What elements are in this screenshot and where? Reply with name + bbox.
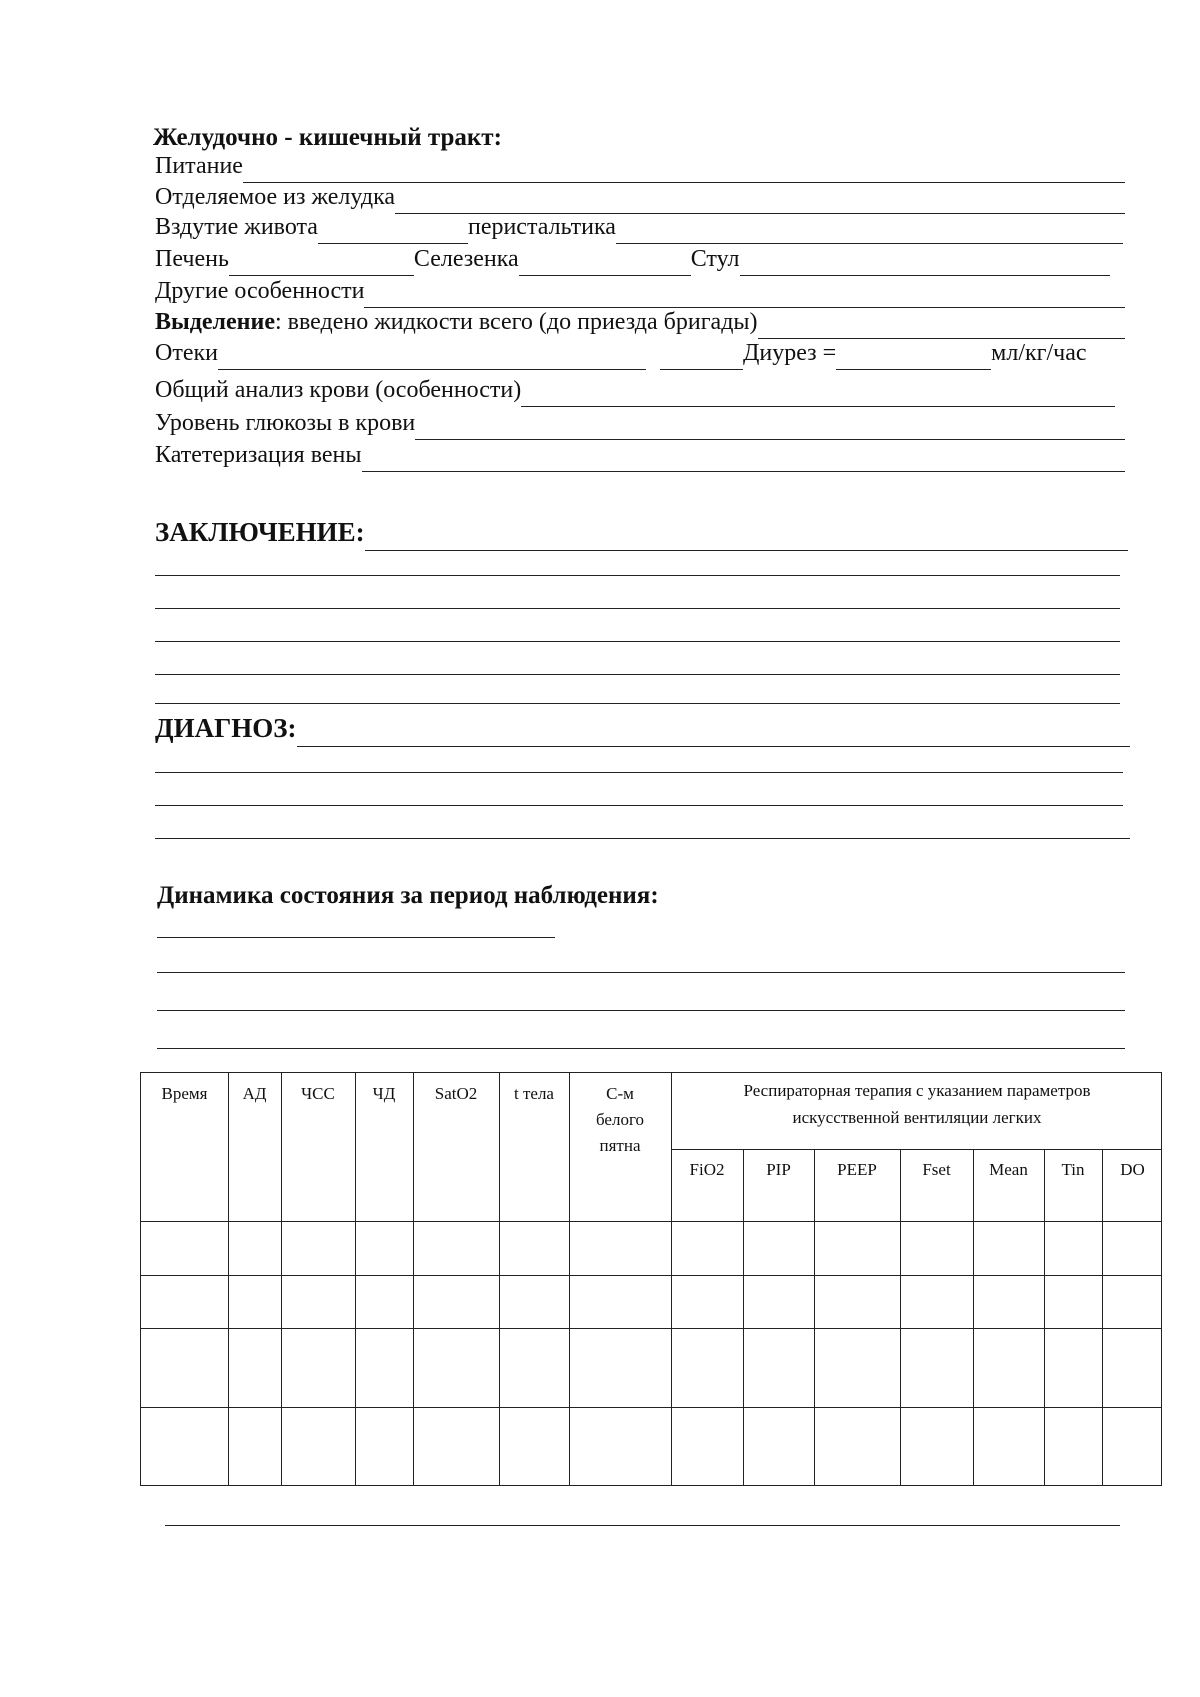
spot-line-2: белого <box>595 1110 644 1129</box>
col-header-do: DO <box>1120 1160 1145 1179</box>
dynamics-line-2[interactable] <box>157 972 1125 973</box>
gastric-field[interactable] <box>395 189 1125 214</box>
dynamics-line-1[interactable] <box>157 937 555 938</box>
cbc-row <box>155 377 1115 407</box>
conclusion-line-3[interactable] <box>155 641 1120 642</box>
nutrition-row <box>155 153 1125 183</box>
conclusion-line-1[interactable] <box>155 575 1120 576</box>
table-divider <box>281 1073 282 1485</box>
bloating-row <box>155 214 1123 244</box>
monitoring-table <box>140 1072 1162 1486</box>
diagnosis-line-3[interactable] <box>155 838 1130 839</box>
dynamics-line-4[interactable] <box>157 1048 1125 1049</box>
col-header-sato2: SatO2 <box>434 1084 478 1103</box>
other-row <box>155 278 1125 308</box>
col-header-mean: Mean <box>989 1160 1028 1179</box>
col-header-rr: ЧД <box>372 1084 396 1103</box>
glucose-field[interactable] <box>415 415 1125 440</box>
bloating-field[interactable] <box>318 219 468 244</box>
gi-section-title: Желудочно - кишечный тракт: <box>153 124 502 151</box>
liver-label: Печень <box>155 246 229 272</box>
resp-header-line-2: искусственной вентиляции легких <box>792 1108 1042 1127</box>
glucose-label: Уровень глюкозы в крови <box>155 410 416 436</box>
conclusion-title: ЗАКЛЮЧЕНИЕ: <box>155 517 365 547</box>
stool-label: Стул <box>690 246 740 272</box>
table-row-line <box>141 1407 1161 1408</box>
vein-field[interactable] <box>362 447 1125 472</box>
diuresis-label: Диурез = <box>742 340 837 366</box>
diagnosis-line-1[interactable] <box>155 772 1123 773</box>
table-divider <box>671 1073 672 1485</box>
table-divider <box>1044 1149 1045 1485</box>
bloating-label: Вздутие живота <box>155 214 318 240</box>
col-header-tin: Tin <box>1061 1160 1085 1179</box>
stool-field[interactable] <box>740 251 1110 276</box>
cbc-field[interactable] <box>521 382 1115 407</box>
diuresis-field[interactable] <box>836 345 991 370</box>
dynamics-title: Динамика состояния за период наблюдения: <box>157 882 659 909</box>
glucose-row <box>155 410 1125 440</box>
col-header-temp: t тела <box>514 1084 554 1103</box>
diagnosis-row <box>155 711 1130 747</box>
nutrition-label: Питание <box>155 153 243 179</box>
col-header-fio2: FiO2 <box>689 1160 725 1179</box>
col-header-hr: ЧСС <box>301 1084 335 1103</box>
conclusion-line-4[interactable] <box>155 674 1120 675</box>
table-row-line <box>141 1221 1161 1222</box>
col-header-fset: Fset <box>922 1160 951 1179</box>
spleen-field[interactable] <box>519 251 691 276</box>
conclusion-field[interactable] <box>365 526 1128 551</box>
table-divider <box>900 1149 901 1485</box>
conclusion-row <box>155 515 1128 551</box>
diagnosis-title: ДИАГНОЗ: <box>155 713 297 743</box>
dynamics-line-3[interactable] <box>157 1010 1125 1011</box>
diuresis-unit: мл/кг/час <box>991 340 1087 366</box>
nutrition-field[interactable] <box>243 158 1125 183</box>
vein-row <box>155 442 1125 472</box>
table-divider <box>228 1073 229 1485</box>
edema-field[interactable] <box>218 345 646 370</box>
col-header-respiratory <box>671 1077 1163 1131</box>
table-subheader-line <box>671 1149 1161 1150</box>
col-header-peep: PEEP <box>837 1160 877 1179</box>
col-header-bp: АД <box>242 1084 267 1103</box>
peristalsis-label: перистальтика <box>467 214 616 240</box>
gastric-row <box>155 184 1125 214</box>
table-divider <box>743 1149 744 1485</box>
other-label: Другие особенности <box>155 278 365 304</box>
bottom-line[interactable] <box>165 1525 1120 1526</box>
resp-header-line-1: Респираторная терапия с указанием параметров <box>743 1081 1091 1100</box>
excretion-label: Выделение <box>155 309 275 335</box>
excretion-row <box>155 309 1125 339</box>
col-header-time: Время <box>161 1084 208 1103</box>
table-divider <box>973 1149 974 1485</box>
peristalsis-field[interactable] <box>616 219 1123 244</box>
liver-row <box>155 246 1110 276</box>
conclusion-line-2[interactable] <box>155 608 1120 609</box>
col-header-spot <box>569 1081 671 1159</box>
table-row-line <box>141 1275 1161 1276</box>
other-field[interactable] <box>364 283 1125 308</box>
diagnosis-field[interactable] <box>297 722 1131 747</box>
conclusion-line-5[interactable] <box>155 703 1120 704</box>
table-divider <box>1102 1149 1103 1485</box>
edema-field-2[interactable] <box>660 345 743 370</box>
spot-line-1: С-м <box>606 1084 634 1103</box>
table-row-line <box>141 1328 1161 1329</box>
edema-label: Отеки <box>155 340 218 366</box>
diagnosis-line-2[interactable] <box>155 805 1123 806</box>
table-divider <box>814 1149 815 1485</box>
excretion-field[interactable] <box>758 314 1125 339</box>
table-divider <box>413 1073 414 1485</box>
excretion-text: : введено жидкости всего (до приезда бригады) <box>274 309 758 335</box>
table-divider <box>355 1073 356 1485</box>
edema-row <box>155 340 1125 370</box>
table-divider <box>499 1073 500 1485</box>
col-header-pip: PIP <box>766 1160 791 1179</box>
cbc-label: Общий анализ крови (особенности) <box>155 377 522 403</box>
liver-field[interactable] <box>229 251 414 276</box>
gastric-label: Отделяемое из желудка <box>155 184 396 210</box>
vein-label: Катетеризация вены <box>155 442 362 468</box>
spot-line-3: пятна <box>599 1136 641 1155</box>
spleen-label: Селезенка <box>413 246 519 272</box>
